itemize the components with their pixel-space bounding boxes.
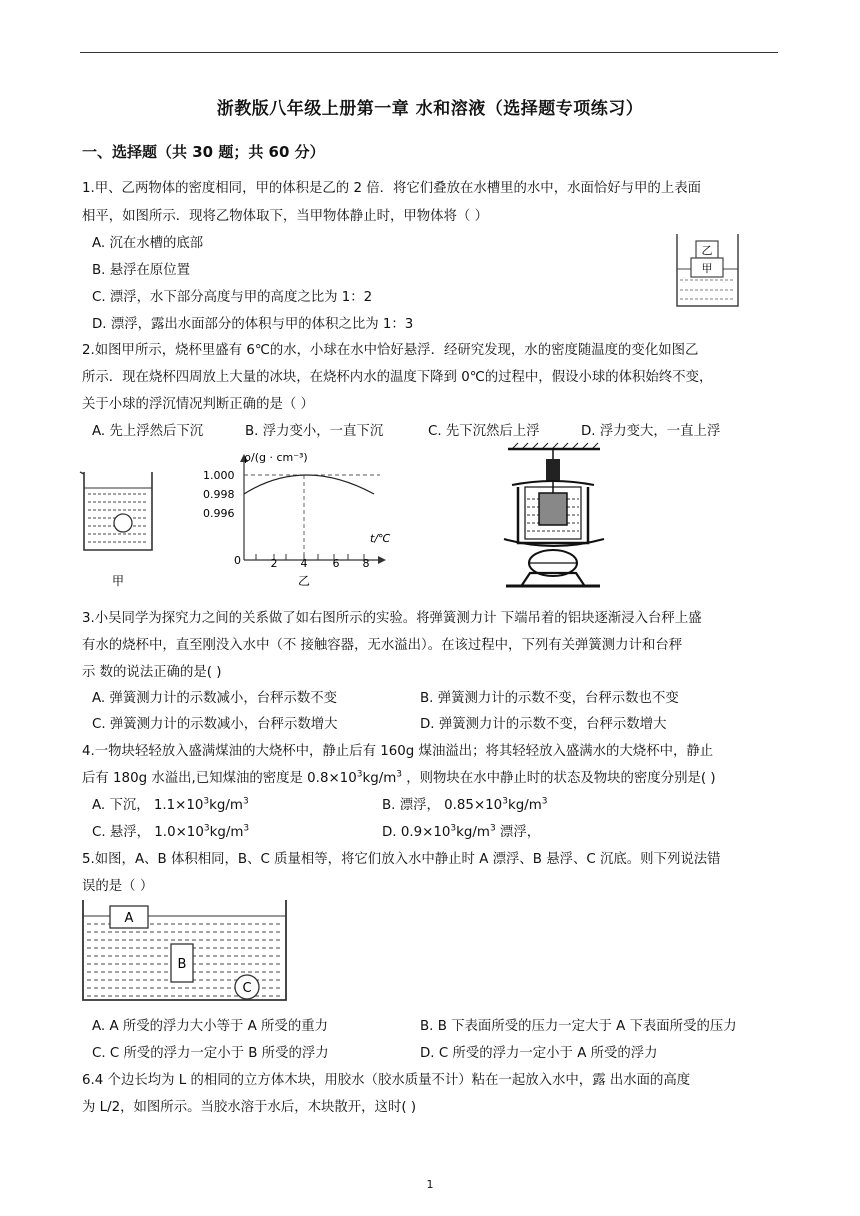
q1-option-b: B. 悬浮在原位置 [92,263,191,278]
q1-option-a: A. 沉在水槽的底部 [92,236,204,251]
q2-graph-xtick-6: 6 [332,557,340,570]
q4-line-1: 4.一物块轻轻放入盛满煤油的大烧杯中，静止后有 160g 煤油溢出；将其轻轻放入盛满水的大烧杯中，静止 [82,744,714,759]
q2-fig-label-yi: 乙 [297,574,311,588]
q2-density-graph [198,450,408,595]
q4-option-a: A. 下沉， $1.1\times 10^3kg/m^3$ [92,796,249,813]
q5-line-1: 5.如图，A、B 体积相同，B、C 质量相等，将它们放入水中静止时 A 漂浮、B 悬浮、C 沉底。则下列说法错 [82,852,721,867]
q5-option-b: B. B 下表面所受的压力一定大于 A 下表面所受的压力 [420,1019,737,1034]
q2-beaker-figure [80,468,160,593]
q1-option-d: D. 漂浮，露出水面部分的体积与甲的体积之比为 1：3 [92,317,414,332]
q6-line-2: 为 L/2，如图所示。当胶水溶于水后，木块散开，这时( ) [82,1100,417,1115]
q5-option-c: C. C 所受的浮力一定小于 B 所受的浮力 [92,1046,329,1061]
q4-line-2: 后有 180g 水溢出,已知煤油的密度是 $0.8\times 10^3kg/m^3$ ，则物块在水中静止时的状态及物块的密度分别是( ) [82,769,716,786]
q5-tank-figure [80,898,290,1003]
q2-line-3: 关于小球的浮沉情况判断正确的是（ ） [82,397,314,412]
q1-line-2: 相平，如图所示．现将乙物体取下，当甲物体静止时，甲物体将（ ） [82,209,488,224]
q3-line-1: 3.小吴同学为探究力之间的关系做了如右图所示的实验。将弹簧测力计 下端吊着的铝块逐渐浸入台秤上盛 [82,611,702,626]
q3-option-a: A. 弹簧测力计的示数减小，台秤示数不变 [92,691,338,706]
q5-label-c: C [242,981,252,996]
q3-option-b: B. 弹簧测力计的示数不变，台秤示数也不变 [420,691,679,706]
q2-graph-xlabel: t/℃ [370,532,391,545]
q4-option-c: C. 悬浮， $1.0\times 10^3kg/m^3$ [92,823,250,840]
q2-option-c: C. 先下沉然后上浮 [428,424,540,439]
q2-graph-ylabel: ρ/(g · cm⁻³) [244,451,308,464]
q1-fig-label-yi: 乙 [701,244,713,257]
q2-fig-label-jia: 甲 [111,574,125,588]
q2-option-a: A. 先上浮然后下沉 [92,424,204,439]
q1-line-1: 1.甲、乙两物体的密度相同，甲的体积是乙的 2 倍．将它们叠放在水槽里的水中，水面恰好与甲的上表面 [82,181,701,196]
q2-graph-ytick-3: 0.996 [203,507,235,520]
q5-label-b: B [177,957,187,972]
section-heading: 一、选择题（共 30 题；共 60 分） [82,143,325,161]
q5-option-d: D. C 所受的浮力一定小于 A 所受的浮力 [420,1046,658,1061]
q2-graph-xtick-4: 4 [300,557,308,570]
q5-option-a: A. A 所受的浮力大小等于 A 所受的重力 [92,1019,328,1034]
q2-graph-xtick-8: 8 [362,557,370,570]
q2-line-1: 2.如图甲所示，烧杯里盛有 6℃的水，小球在水中恰好悬浮．经研究发现，水的密度随温度的变化如图乙 [82,343,699,358]
q2-graph-xtick-0: 0 [234,554,241,567]
q5-line-2: 误的是（ ） [82,879,154,894]
q4-option-b: B. 漂浮， $0.85\times 10^3kg/m^3$ [382,796,548,813]
q2-option-d: D. 浮力变大，一直上浮 [581,424,721,439]
page-number: 1 [426,1178,434,1191]
q1-option-c: C. 漂浮，水下部分高度与甲的高度之比为 1：2 [92,290,373,305]
q3-option-c: C. 弹簧测力计的示数减小，台秤示数增大 [92,717,338,732]
header-rule [80,52,778,53]
q3-spring-scale-figure [500,443,610,598]
q6-line-1: 6.4 个边长均为 L 的相同的立方体木块，用胶水（胶水质量不计）粘在一起放入水中，露 出水面的高度 [82,1073,691,1088]
q2-graph-ytick-2: 0.998 [203,488,235,501]
q4-option-d: D. $0.9\times 10^3kg/m^3$ 漂浮， [382,823,541,840]
q2-option-b: B. 浮力变小，一直下沉 [245,424,384,439]
q5-label-a: A [124,911,134,926]
q3-line-3: 示 数的说法正确的是( ) [82,665,222,680]
q1-tank-figure [674,232,744,312]
q2-graph-xtick-2: 2 [270,557,278,570]
q2-line-2: 所示．现在烧杯四周放上大量的冰块，在烧杯内水的温度下降到 0℃的过程中，假设小球的体积始终不变， [82,370,713,385]
q3-option-d: D. 弹簧测力计的示数不变，台秤示数增大 [420,717,667,732]
q2-graph-ytick-1: 1.000 [203,469,235,482]
page-title: 浙教版八年级上册第一章 水和溶液（选择题专项练习） [216,99,644,119]
q1-fig-label-jia: 甲 [701,262,713,275]
q3-line-2: 有水的烧杯中，直至刚没入水中（不 接触容器，无水溢出）。在该过程中，下列有关弹簧测力计和台秤 [82,638,683,653]
